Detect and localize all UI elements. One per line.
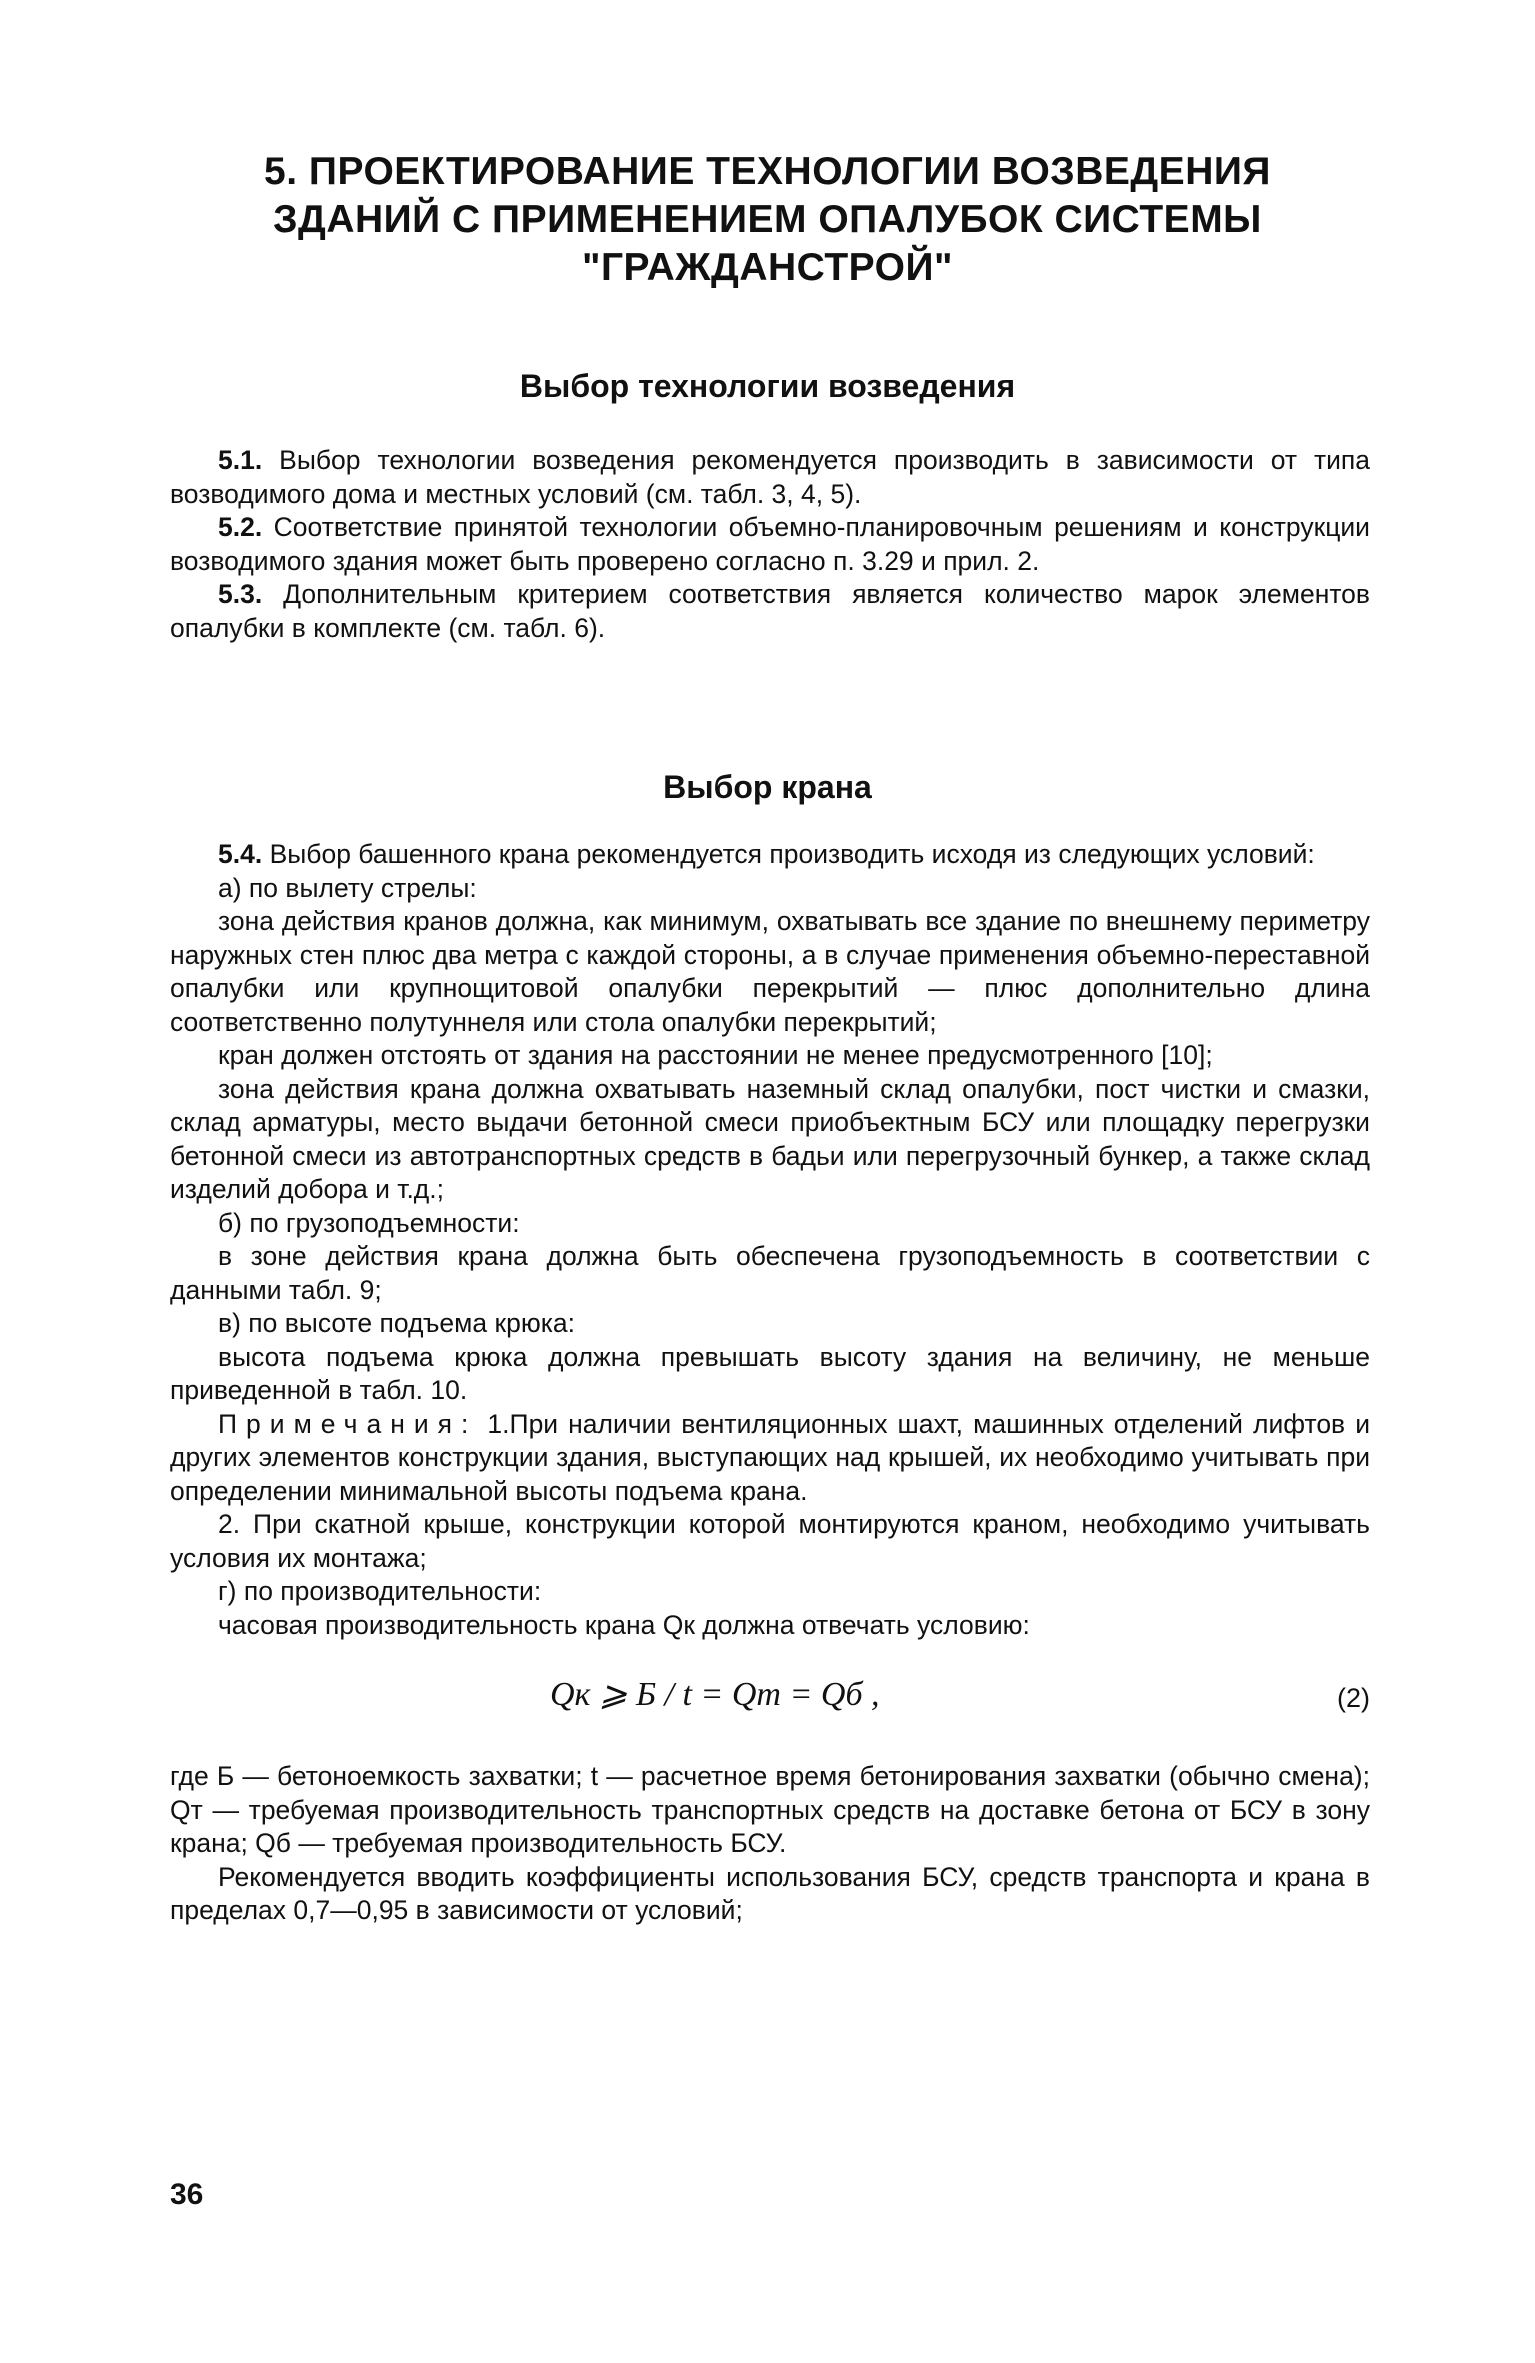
paragraph-5-1 bbox=[170, 444, 1370, 511]
formula-2: Qк ⩾ Б / t = Qт = Qб , bbox=[550, 1676, 880, 1713]
paragraph-number: 5.3. bbox=[218, 579, 263, 609]
paragraph-5-2 bbox=[170, 511, 1370, 578]
chapter-title-line-3: "ГРАЖДАНСТРОЙ" bbox=[581, 246, 954, 289]
note-1-text: 1.При наличии вентиляционных шахт, машинных отделений лифтов и других элементов конструкции здания, выступающих над крышей, их необходимо учитывать при определении минимальной высоты подъема крана. bbox=[170, 1408, 1370, 1506]
chapter-title-line-2: ЗДАНИЙ С ПРИМЕНЕНИЕМ ОПАЛУБОК СИСТЕМЫ bbox=[273, 198, 1262, 241]
paragraph-text: Дополнительным критерием соответствия является количество марок элементов опалубки в комплекте (см. табл. 6). bbox=[170, 579, 1370, 643]
condition-g-text: часовая производительность крана Qк должна отвечать условию: bbox=[218, 1609, 1030, 1640]
paragraph-text: Соответствие принятой технологии объемно-планировочным решениям и конструкции возводимого здания может быть проверено согласно п. 3.29 и прил. 2. bbox=[170, 512, 1370, 576]
paragraph-coefficients: Рекомендуется вводить коэффициенты использования БСУ, средств транспорта и крана в пределах 0,7—0,95 в зависимости от условий; bbox=[170, 1861, 1370, 1925]
condition-a-label: а) по вылету стрелы: bbox=[218, 872, 477, 903]
formula-explanation: где Б — бетоноемкость захватки; t — расчетное время бетонирования захватки (обычно смена); Qт — требуемая производительность транспортных средств на доставке бетона от БСУ в зону крана; Qб — требуемая производительность БСУ. bbox=[170, 1761, 1370, 1858]
note-2: 2. При скатной крыше, конструкции которой монтируются краном, необходимо учитывать условия их монтажа; bbox=[170, 1509, 1370, 1573]
chapter-title bbox=[200, 148, 1335, 292]
paragraph-number: 5.2. bbox=[218, 512, 263, 542]
note-heading: Примечания: bbox=[218, 1408, 478, 1439]
condition-a-text-1: зона действия кранов должна, как минимум, охватывать все здание по внешнему периметру наружных стен плюс два метра с каждой стороны, а в случае применения объемно-переставной опалубки или крупнощитовой опалубки перекрытий — плюс дополнительно длина соответственно полутуннеля или стола опалубки перекрытий; bbox=[170, 906, 1370, 1037]
condition-b-label: б) по грузоподъемности: bbox=[218, 1207, 520, 1238]
paragraph-number: 5.4. bbox=[218, 839, 263, 869]
paragraph-text: Выбор башенного крана рекомендуется производить исходя из следующих условий: bbox=[262, 839, 1315, 869]
page-number: 36 bbox=[170, 2178, 204, 2211]
section-technology-body bbox=[170, 444, 1370, 645]
formula-number: (2) bbox=[1337, 1683, 1370, 1713]
note-1 bbox=[170, 1408, 1370, 1509]
section-heading-technology: Выбор технологии возведения bbox=[519, 368, 1016, 404]
section-heading-crane: Выбор крана bbox=[663, 769, 872, 805]
formula-row bbox=[170, 1664, 1370, 1734]
condition-v-text: высота подъема крюка должна превышать высоту здания на величину, не меньше приведенной в табл. 10. bbox=[170, 1341, 1370, 1405]
paragraph-number: 5.1. bbox=[218, 445, 263, 475]
condition-b-text: в зоне действия крана должна быть обеспечена грузоподъемность в соответствии с данными табл. 9; bbox=[170, 1241, 1370, 1305]
section-crane-body bbox=[170, 838, 1370, 1928]
condition-a-text-3: зона действия крана должна охватывать наземный склад опалубки, пост чистки и смазки, склад арматуры, место выдачи бетонной смеси приобъектным БСУ или площадку перегрузки бетонной смеси из автотранспортных средств в бадьи или перегрузочный бункер, а также склад изделий добора и т.д.; bbox=[170, 1073, 1370, 1204]
condition-v-label: в) по высоте подъема крюка: bbox=[218, 1308, 575, 1338]
condition-g-label: г) по производительности: bbox=[218, 1576, 542, 1606]
condition-a-text-2: кран должен отстоять от здания на расстоянии не менее предусмотренного [10]; bbox=[218, 1040, 1213, 1070]
paragraph-5-3 bbox=[170, 578, 1370, 645]
chapter-title-line-1: 5. ПРОЕКТИРОВАНИЕ ТЕХНОЛОГИИ ВОЗВЕДЕНИЯ bbox=[264, 150, 1271, 193]
paragraph-5-4 bbox=[170, 838, 1370, 872]
paragraph-text: Выбор технологии возведения рекомендуется производить в зависимости от типа возводимого дома и местных условий (см. табл. 3, 4, 5). bbox=[170, 445, 1370, 509]
